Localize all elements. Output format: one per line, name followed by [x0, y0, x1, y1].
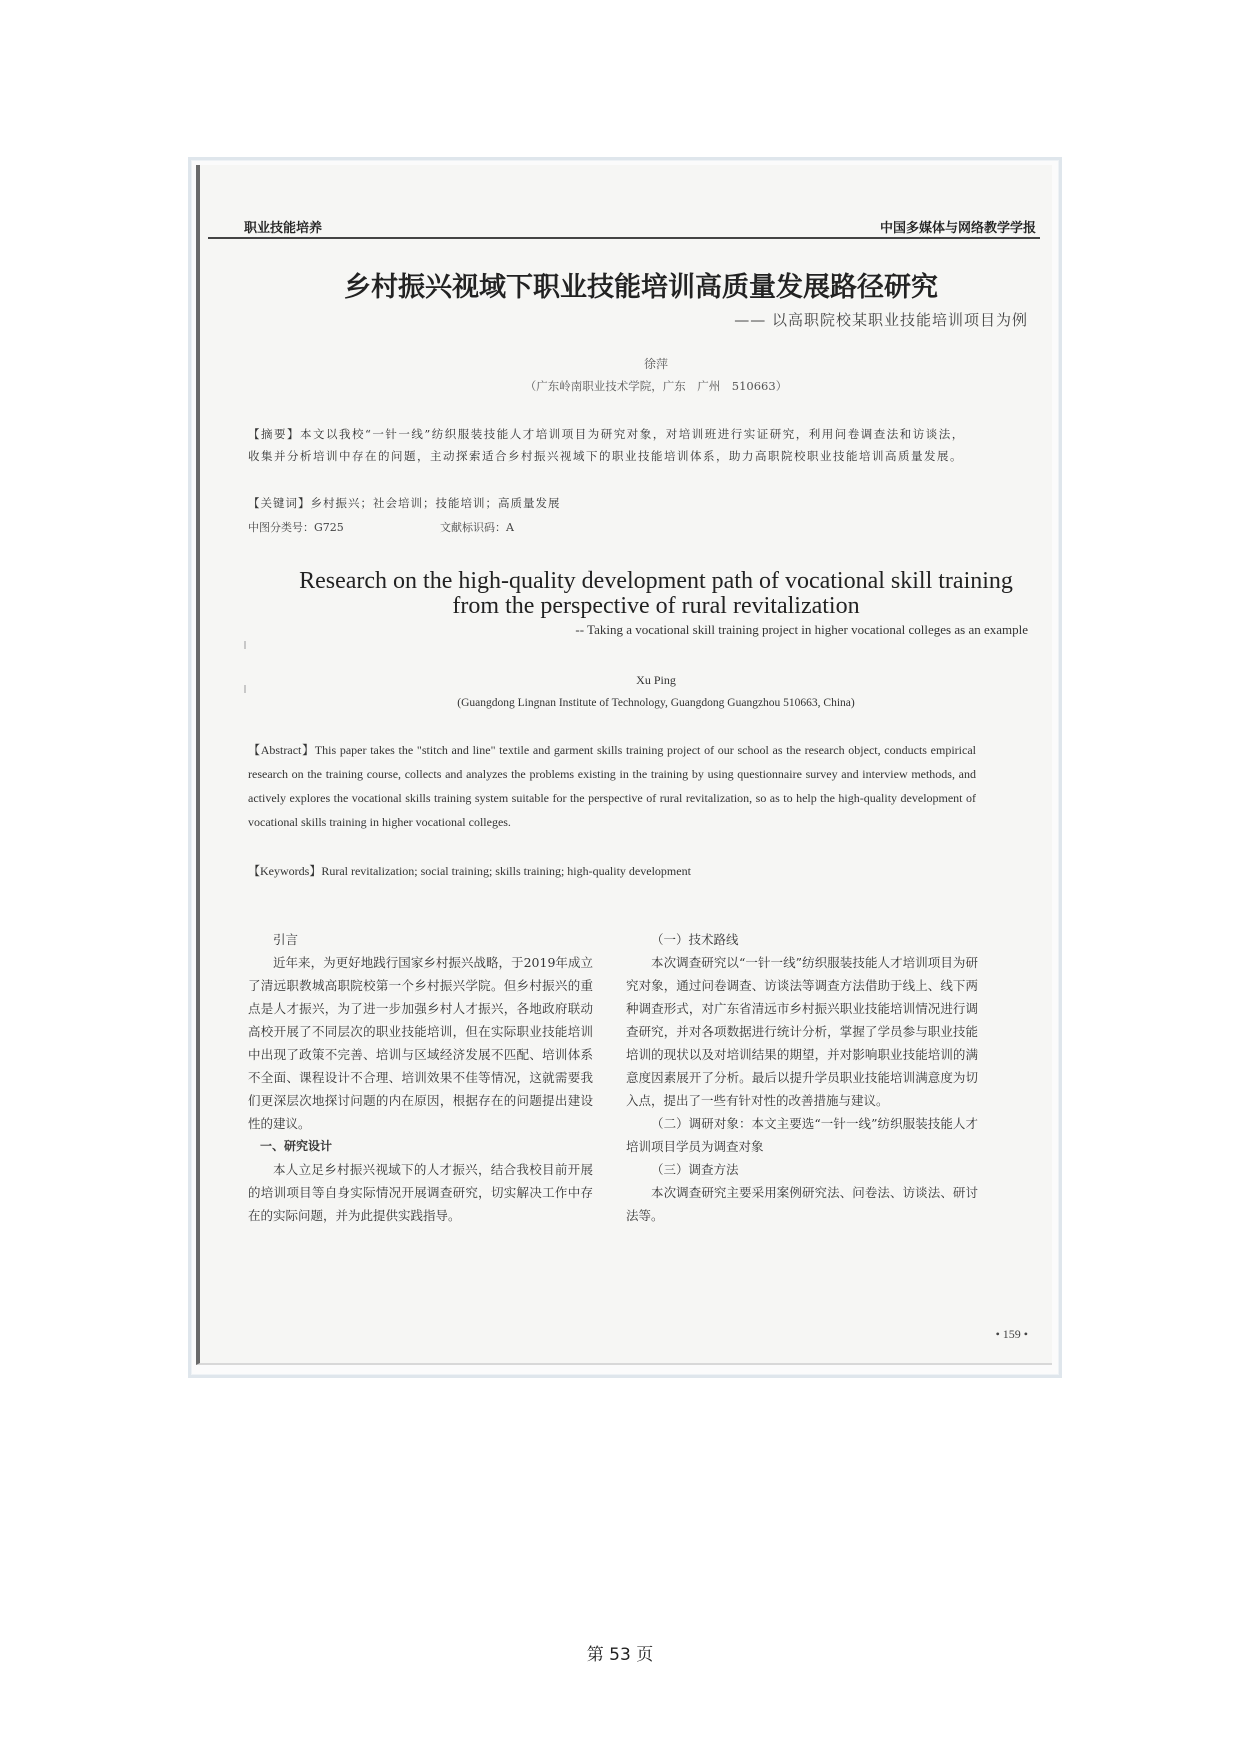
scan-mark — [244, 685, 246, 693]
english-author: Xu Ping — [636, 673, 676, 687]
header-rule — [208, 237, 1040, 239]
chinese-affiliation: （广东岭南职业技术学院，广东 广州 510663） — [524, 379, 788, 393]
intro-paragraph: 近年来，为更好地践行国家乡村振兴战略，于2019年成立了清远职教城高职院校第一个乡村振兴学院。但乡村振兴的重点是人才振兴，为了进一步加强乡村人才振兴，各地政府联动高校开展了不同层次的职业技能培训，但在实际职业技能培训中出现了政策不完善、培训与区域经济发展不匹配、培训体系不全面、课程设计不合理、培训效果不佳等情况，这就需要我们更深层次地探讨问题的内在原因，根据存在的问题提出建设性的建议。 — [248, 955, 593, 1131]
running-header-right: 中国多媒体与网络教学学报 — [879, 221, 1036, 236]
intro-heading: 引言 — [273, 932, 299, 947]
english-abstract: 【Abstract】This paper takes the "stitch and line" textile and garment skills training project of our school as the research object, conducts empirical research on the training course, collects and analyzes the problems existing in the training by using questionnaire survey and interview methods, and actively explores the vocational skills training system suitable for the perspective of rural revitalization, so as to help the high-quality development of vocational skills training in higher vocational colleges. — [248, 743, 976, 829]
classification-number: 中图分类号：G725 — [248, 521, 344, 534]
subsection-paragraph: 本次调查研究以“一针一线”纺织服装技能人才培训项目为研究对象，通过问卷调查、访谈法等调查方法借助于线上、线下两种调查形式，对广东省清远市乡村振兴职业技能培训情况进行调查研究，并对各项数据进行统计分析，掌握了学员参与职业技能培训的现状以及对培训结果的期望，并对影响职业技能培训的满意度因素展开了分析。最后以提升学员职业技能培训满意度为切入点，提出了一些有针对性的改善措施与建议。 — [626, 955, 978, 1108]
running-header-left: 职业技能培养 — [244, 221, 323, 236]
english-subtitle: -- Taking a vocational skill training project in higher vocational colleges as an example — [575, 622, 1028, 637]
subsection-paragraph: 本次调查研究主要采用案例研究法、问卷法、访谈法、研讨法等。 — [626, 1185, 978, 1223]
chinese-title: 乡村振兴视域下职业技能培训高质量发展路径研究 — [344, 272, 938, 303]
body-column-left — [248, 928, 593, 1227]
subsection-heading: （三）调查方法 — [651, 1162, 739, 1177]
english-keywords: 【Keywords】Rural revitalization; social training; skills training; high-quality development — [248, 864, 691, 878]
scan-mark — [244, 641, 246, 649]
subsection-paragraph: （二）调研对象：本文主要选“一针一线”纺织服装技能人才培训项目学员为调查对象 — [626, 1116, 978, 1154]
document-code: 文献标识码：A — [440, 521, 514, 534]
chinese-subtitle: —— 以高职院校某职业技能培训项目为例 — [734, 311, 1028, 329]
subsection-heading: （一）技术路线 — [651, 932, 739, 947]
english-title: Research on the high-quality development path of vocational skill training from the perspective of rural revitalization — [299, 568, 1013, 619]
english-affiliation: (Guangdong Lingnan Institute of Technology, Guangdong Guangzhou 510663, China) — [457, 697, 855, 709]
chinese-abstract: 【摘要】本文以我校“一针一线”纺织服装技能人才培训项目为研究对象，对培训班进行实证研究，利用问卷调查法和访谈法，收集并分析培训中存在的问题，主动探索适合乡村振兴视域下的职业技能培训体系，助力高职院校职业技能培训高质量发展。 — [248, 427, 965, 463]
section-paragraph: 本人立足乡村振兴视域下的人才振兴，结合我校目前开展的培训项目等自身实际情况开展调查研究，切实解决工作中存在的实际问题，并为此提供实践指导。 — [248, 1162, 593, 1223]
section-heading: 一、研究设计 — [260, 1139, 333, 1153]
scanned-journal-page — [196, 165, 1052, 1365]
chinese-author: 徐萍 — [643, 357, 668, 371]
journal-page-number: • 159 • — [995, 1327, 1028, 1341]
document-page-footer: 第 53 页 — [586, 1645, 654, 1665]
body-column-right — [626, 928, 978, 1227]
chinese-keywords: 【关键词】乡村振兴；社会培训；技能培训；高质量发展 — [248, 496, 561, 510]
